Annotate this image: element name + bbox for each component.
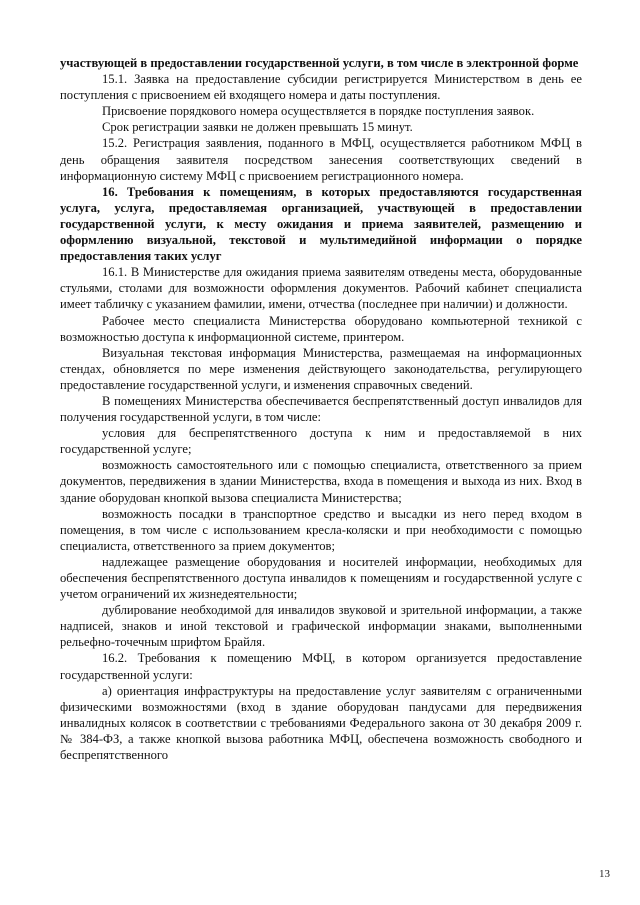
paragraph: Присвоение порядкового номера осуществляется в порядке поступления заявок. [102, 104, 535, 119]
list-item: возможность самостоятельного или с помощью специалиста, ответственного за прием документов, передвижения в здании Министерства, входа в помещения и выхода из них. Вход в здание оборудован кнопкой вызова специалиста Министерства; [60, 458, 582, 505]
list-item: дублирование необходимой для инвалидов звуковой и зрительной информации, а также надписей, знаков и иной текстовой и графической информации знаками, выполненными рельефно-точечным шрифтом Брайля. [60, 603, 582, 650]
paragraph: Срок регистрации заявки не должен превышать 15 минут. [102, 120, 413, 135]
paragraph-16-2: 16.2. Требования к помещению МФЦ, в котором организуется предоставление государственной услуги: [60, 651, 582, 682]
section-15-heading-tail: участвующей в предоставлении государственной услуги, в том числе в электронной форме [60, 56, 579, 70]
paragraph: В помещениях Министерства обеспечивается беспрепятственный доступ инвалидов для получения государственной услуги, в том числе: [60, 393, 582, 425]
section-16-heading: 16. Требования к помещениям, в которых предоставляются государственная услуга, услуга, предоставляемая организацией, участвующей в предоставлении государственной услуги, к месту ожидания и приема заявителей, размещению и оформлению визуальной, текстовой и мультимедийной информации о порядке предоставления таких услуг [60, 184, 582, 264]
paragraph: Рабочее место специалиста Министерства оборудовано компьютерной техникой с возможностью доступа к информационной системе, принтером. [60, 313, 582, 344]
paragraph: Визуальная текстовая информация Министерства, размещаемая на информационных стендах, обновляется по мере изменения действующего законодательства, регулирующего предоставление государственной услуги, и изменения справочных сведений. [60, 345, 582, 392]
list-item: надлежащее размещение оборудования и носителей информации, необходимых для обеспечения беспрепятственного доступа инвалидов к помещениям и государственной услуге с учетом ограничений их жизнедеятельности; [60, 554, 582, 602]
list-item-a: а) ориентация инфраструктуры на предоставление услуг заявителям с ограниченными физическими возможностями (вход в здание оборудован пандусами для передвижения инвалидных колясок в соответствии с требованиями Федерального закона от 30 декабря 2009 г. № 384-ФЗ, а также кнопкой вызова работника МФЦ, обеспечена возможность свободного и беспрепятственного [60, 683, 582, 763]
paragraph-15-1: 15.1. Заявка на предоставление субсидии регистрируется Министерством в день ее поступления с присвоением ей входящего номера и даты поступления. [60, 72, 582, 103]
document-page [60, 55, 582, 763]
list-item: возможность посадки в транспортное средство и высадки из него перед входом в помещения, в том числе с использованием кресла-коляски и при необходимости с помощью специалиста, ответственного за прием документов; [60, 506, 582, 553]
paragraph-15-2: 15.2. Регистрация заявления, поданного в МФЦ, осуществляется работником МФЦ в день обращения заявителя посредством занесения соответствующих сведений в информационную систему МФЦ с присвоением регистрационного номера. [60, 136, 582, 183]
page-number: 13 [599, 868, 610, 880]
paragraph-16-1: 16.1. В Министерстве для ожидания приема заявителям отведены места, оборудованные стульями, столами для возможности оформления документов. Рабочий кабинет специалиста имеет табличку с указанием фамилии, имени, отчества (последнее при наличии) и должности. [60, 265, 582, 312]
list-item: условия для беспрепятственного доступа к ним и предоставляемой в них государственной услуге; [60, 426, 582, 457]
